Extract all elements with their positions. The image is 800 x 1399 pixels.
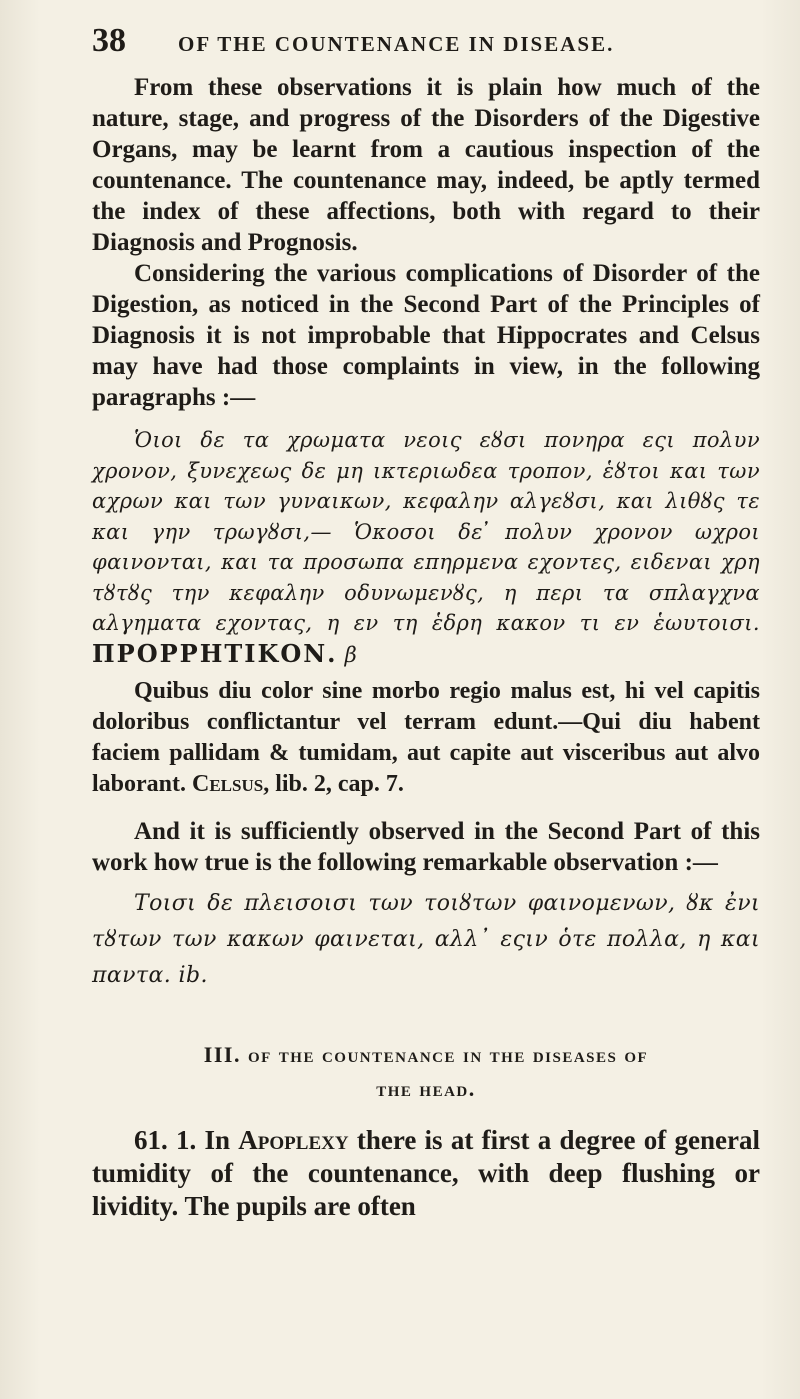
section-title-line-2: the head.	[376, 1076, 476, 1101]
latin-quotation-reference: lib. 2, cap. 7.	[269, 771, 404, 797]
page-body	[92, 72, 760, 1223]
latin-quotation-author: Celsus,	[192, 771, 270, 797]
latin-quotation-text: Quibus diu color sine morbo regio malus est, hi vel capitis doloribus conflictantur vel terram edunt.—Qui diu habent faciem pallidam & tumidam, aut capite aut visceribus aut alvo laborant.	[92, 678, 760, 797]
page-header	[92, 22, 712, 62]
section-title-line-1: III. of the countenance in the diseases of	[203, 1042, 649, 1067]
greek-quotation-1-source: ΠΡΟΡΡΗΤΙΚΟΝ.	[92, 638, 338, 668]
greek-quotation-1-text: Ὁιοι δε τα χρωματα νεοις εȣσι πονηρα εςι πολυν χρονον, ξυνεχεως δε μη ικτεριωδεα τροπον, ἑȣτοι και των αχρων και των γυναικων, κεφαλην αλγεȣσι, και λιθȣς τε και γην τρωγȣσι,— Ὁκοσοι δε ̓πολυν χρονον ωχροι φαινονται, και τα προσωπα επηρμενα εχοντες, ειδεναι χρη τȣτȣς την κεφαλην οδυνωμενȣς, η περι τα σπλαγχνα αλγηματα εχοντας, η εν τη ἑδρη κακον τι εν ἑωυτοισι.	[92, 428, 760, 635]
greek-quotation-2-reference: ib.	[178, 963, 208, 988]
paragraph-sufficiently: And it is sufficiently observed in the Second Part of this work how true is the following remarkable observation :—	[92, 818, 760, 876]
section-heading	[92, 1038, 760, 1106]
paragraph-apoplexy-number: 61. 1. In	[134, 1125, 239, 1155]
page-number: 38	[92, 22, 126, 59]
greek-quotation-1-source-number: β	[344, 642, 358, 667]
paragraph-observations: From these observations it is plain how much of the nature, stage, and progress of the Disorders of the Digestive Organs, may be learnt from a cautious inspection of the countenance. The countenance may, indeed, be aptly termed the index of these affections, both with regard to their Diagnosis and Prognosis.	[92, 74, 760, 256]
greek-quotation-2-text: Τοισι δε πλεισοισι των τοιȣτων φαινομενων, ȣκ ἐνι τȣτων των κακων φαινεται, αλλ᾽ εςιν ὁτε πολλα, η και παντα.	[92, 891, 760, 988]
paragraph-apoplexy	[92, 1124, 760, 1223]
paragraph-considering: Considering the various complications of Disorder of the Digestion, as noticed in the Second Part of the Principles of Diagnosis it is not improbable that Hippocrates and Celsus may have had those complaints in view, in the following paragraphs :—	[92, 260, 760, 411]
running-head: OF THE COUNTENANCE IN DISEASE.	[178, 32, 615, 56]
paragraph-apoplexy-term: Apoplexy	[238, 1125, 349, 1155]
greek-quotation-1	[92, 425, 760, 670]
paragraph-apoplexy-text: there is at first a degree of general tumidity of the countenance, with deep flushing or lividity. The pupils are often	[92, 1125, 760, 1221]
greek-quotation-2	[92, 886, 760, 994]
latin-quotation	[92, 676, 760, 800]
